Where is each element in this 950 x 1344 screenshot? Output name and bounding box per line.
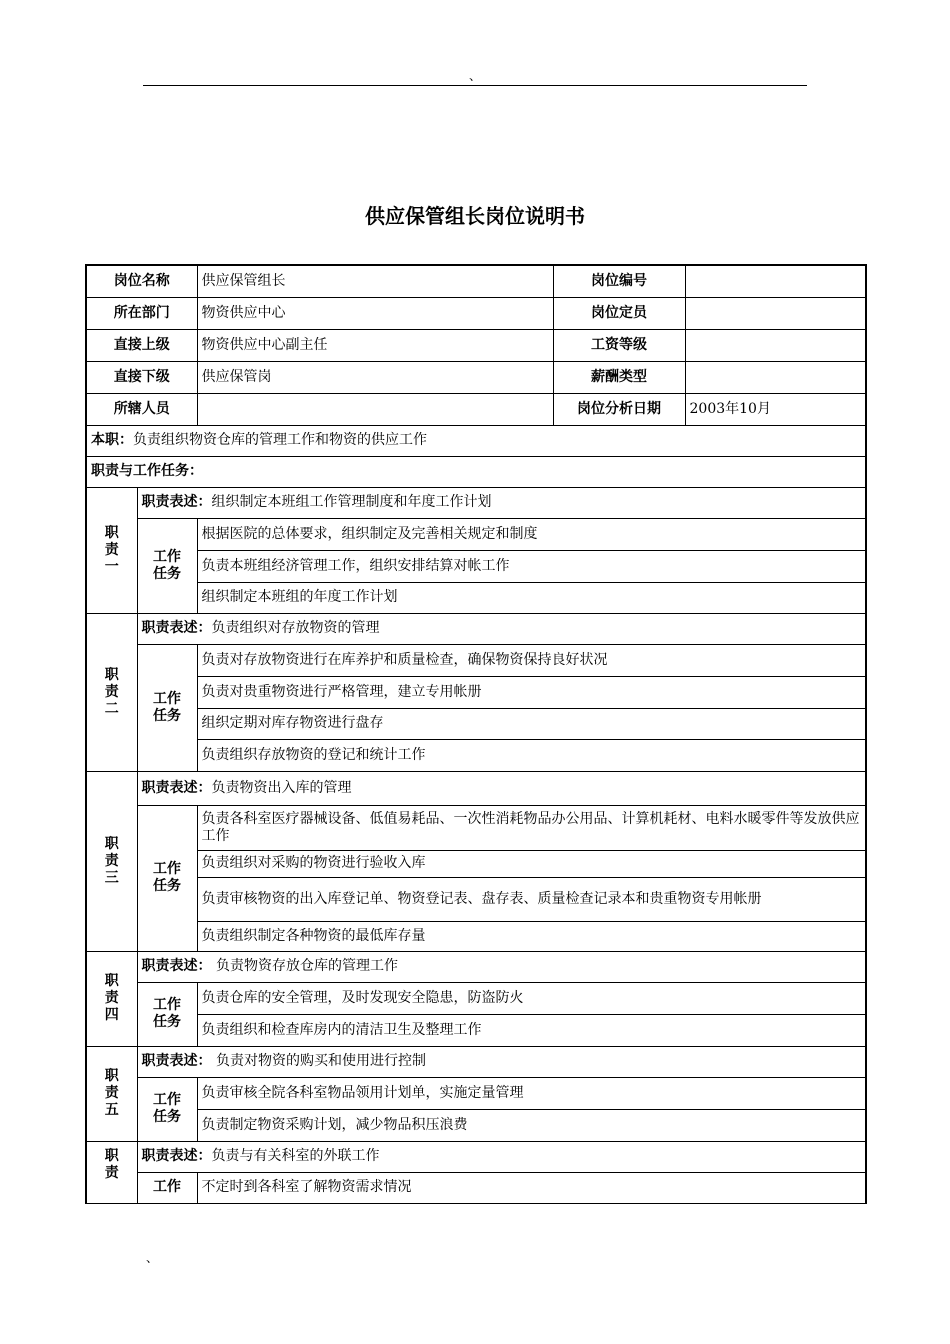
core-text: 负责组织物资仓库的管理工作和物资的供应工作 (133, 432, 427, 448)
statement-label: 职责表述： (141, 620, 212, 636)
task-label (137, 982, 197, 1046)
job-name-label: 岗位名称 (86, 265, 197, 297)
task-row (86, 1172, 866, 1203)
duty-name-char: 二 (104, 700, 119, 717)
duty-name-char: 五 (104, 1102, 119, 1118)
task-row (86, 805, 866, 850)
duty-statement-row (86, 1141, 866, 1172)
info-row (86, 329, 866, 361)
statement-label: 职责表述： (141, 1053, 212, 1069)
info-row (86, 297, 866, 329)
statement-label: 职责表述： (141, 1148, 212, 1164)
duty-name-char: 职 (104, 666, 119, 683)
task-item: 负责组织制定各种物资的最低库存量 (197, 921, 866, 951)
subordinate-label: 直接下级 (86, 361, 197, 393)
info-row (86, 361, 866, 393)
duty-statement (137, 1141, 866, 1172)
task-item: 负责组织和检查库房内的清洁卫生及整理工作 (197, 1014, 866, 1046)
task-label-line: 工作 (153, 861, 181, 877)
duty-name (86, 613, 137, 771)
duty-name-char: 责 (104, 1085, 119, 1101)
duty-statement (137, 613, 866, 644)
task-label-line: 任务 (153, 707, 181, 724)
duty-statement (137, 487, 866, 518)
duty-name-char: 责 (104, 990, 119, 1006)
task-item: 组织制定本班组的年度工作计划 (197, 582, 866, 613)
duty-statement-row (86, 771, 866, 805)
task-row (86, 921, 866, 951)
duty-name-char: 三 (104, 869, 119, 886)
dept-label: 所在部门 (86, 297, 197, 329)
task-item: 负责组织存放物资的登记和统计工作 (197, 739, 866, 771)
task-item: 不定时到各科室了解物资需求情况 (197, 1172, 866, 1203)
task-row (86, 550, 866, 582)
duty-name-char: 责 (104, 1164, 119, 1181)
duty-name-char: 责 (104, 683, 119, 700)
duty-statement-row (86, 1046, 866, 1077)
task-label-line: 任务 (153, 1014, 181, 1030)
job-no-value (685, 265, 866, 297)
task-label-line: 工作 (153, 690, 181, 707)
duty-statement-row (86, 613, 866, 644)
date-value: 2003年10月 (685, 393, 866, 425)
duty-statement (137, 1046, 866, 1077)
duties-header-row (86, 456, 866, 487)
duty-statement-row (86, 487, 866, 518)
core-label: 本职： (91, 432, 133, 448)
task-label (137, 805, 197, 951)
task-label-line: 工作 (153, 1179, 181, 1195)
task-row (86, 1109, 866, 1141)
job-name-value: 供应保管组长 (197, 265, 553, 297)
footer-mark: 、 (146, 1251, 159, 1265)
task-row (86, 877, 866, 921)
task-item: 负责对贵重物资进行严格管理，建立专用帐册 (197, 676, 866, 708)
task-row (86, 850, 866, 877)
task-row (86, 739, 866, 771)
job-no-label: 岗位编号 (553, 265, 685, 297)
info-row (86, 265, 866, 297)
task-row (86, 708, 866, 739)
superior-label: 直接上级 (86, 329, 197, 361)
task-label (137, 1077, 197, 1141)
pay-value (685, 361, 866, 393)
core-cell (86, 425, 866, 456)
duty-name-char: 职 (104, 973, 119, 989)
task-item: 负责组织对采购的物资进行验收入库 (197, 850, 866, 877)
task-item: 负责仓库的安全管理，及时发现安全隐患，防盗防火 (197, 982, 866, 1014)
wage-label: 工资等级 (553, 329, 685, 361)
duty-name-char: 职 (104, 1147, 119, 1164)
task-item: 负责对存放物资进行在库养护和质量检查，确保物资保持良好状况 (197, 644, 866, 676)
statement-text: 负责对物资的购买和使用进行控制 (211, 1053, 426, 1069)
duty-name (86, 1046, 137, 1141)
pay-label: 薪酬类型 (553, 361, 685, 393)
task-item: 负责审核全院各科室物品领用计划单，实施定量管理 (197, 1077, 866, 1109)
task-item: 负责各科室医疗器械设备、低值易耗品、一次性消耗物品办公用品、计算机耗材、电料水暖零件等发放供应工作 (197, 805, 866, 850)
task-label-line: 任务 (153, 878, 181, 894)
task-item: 根据医院的总体要求，组织制定及完善相关规定和制度 (197, 518, 866, 550)
task-row (86, 1014, 866, 1046)
task-row (86, 582, 866, 613)
task-row (86, 676, 866, 708)
superior-value: 物资供应中心副主任 (197, 329, 553, 361)
duty-statement (137, 951, 866, 982)
duty-name (86, 771, 137, 951)
task-item: 负责制定物资采购计划，减少物品积压浪费 (197, 1109, 866, 1141)
task-label-line: 任务 (153, 565, 181, 582)
task-item: 负责审核物资的出入库登记单、物资登记表、盘存表、质量检查记录本和贵重物资专用帐册 (197, 877, 866, 921)
statement-label: 职责表述： (141, 494, 212, 510)
duty-statement (137, 771, 866, 805)
duty-name (86, 1141, 137, 1203)
quota-label: 岗位定员 (553, 297, 685, 329)
wage-value (685, 329, 866, 361)
quota-value (685, 297, 866, 329)
task-label (137, 1172, 197, 1203)
staff-label: 所辖人员 (86, 393, 197, 425)
duty-name-char: 职 (104, 835, 119, 852)
statement-text: 负责与有关科室的外联工作 (211, 1148, 380, 1164)
task-label-line: 工作 (153, 1092, 181, 1108)
task-label-line: 任务 (153, 1109, 181, 1125)
task-row (86, 644, 866, 676)
duty-name-char: 四 (104, 1007, 119, 1023)
task-item: 组织定期对库存物资进行盘存 (197, 708, 866, 739)
page-title: 供应保管组长岗位说明书 (365, 204, 585, 228)
statement-label: 职责表述： (141, 958, 212, 974)
task-label-line: 工作 (153, 548, 181, 565)
statement-text: 负责物资出入库的管理 (211, 779, 352, 796)
duty-name-char: 一 (104, 558, 119, 575)
task-label (137, 518, 197, 613)
duty-name (86, 487, 137, 613)
statement-text: 组织制定本班组工作管理制度和年度工作计划 (211, 494, 492, 510)
header-rule (143, 85, 807, 86)
duty-name-char: 职 (104, 524, 119, 541)
duty-name-char: 责 (104, 852, 119, 869)
subordinate-value: 供应保管岗 (197, 361, 553, 393)
date-label: 岗位分析日期 (553, 393, 685, 425)
duties-header-cell (86, 456, 866, 487)
statement-label: 职责表述： (141, 779, 212, 796)
task-row (86, 518, 866, 550)
core-row (86, 425, 866, 456)
info-row (86, 393, 866, 425)
header-mark: 、 (469, 69, 482, 83)
statement-text: 负责组织对存放物资的管理 (211, 620, 380, 636)
dept-value: 物资供应中心 (197, 297, 553, 329)
task-label (137, 644, 197, 771)
duty-statement-row (86, 951, 866, 982)
task-item: 负责本班组经济管理工作，组织安排结算对帐工作 (197, 550, 866, 582)
staff-value (197, 393, 553, 425)
duties-header: 职责与工作任务： (91, 463, 203, 479)
task-row (86, 982, 866, 1014)
duty-name-char: 职 (104, 1068, 119, 1084)
duty-name-char: 责 (104, 541, 119, 558)
task-label-line: 工作 (153, 997, 181, 1013)
statement-text: 负责物资存放仓库的管理工作 (211, 958, 398, 974)
duty-name (86, 951, 137, 1046)
job-description-table (85, 264, 867, 1204)
task-row (86, 1077, 866, 1109)
